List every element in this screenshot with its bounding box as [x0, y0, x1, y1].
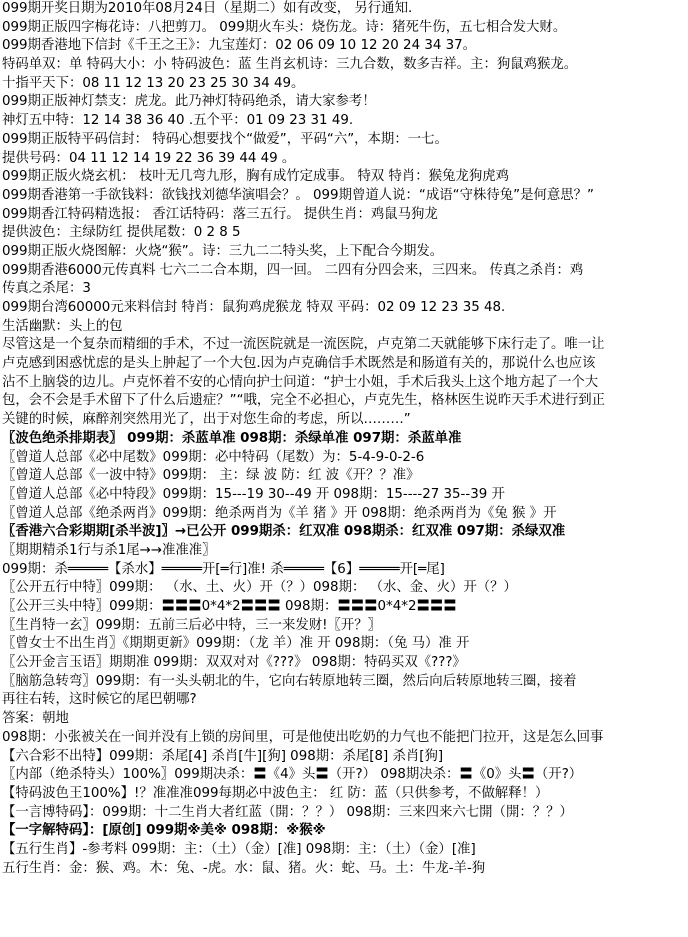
text-line: 〖生肖特一玄〗099期：五前三后必中特，三一来发财!〖开？〗 — [2, 617, 382, 633]
text-line: 十指平天下：08 11 12 13 20 23 25 30 34 49。 — [2, 75, 305, 91]
text-line: 提供波色：主绿防红 提供尾数：0 2 8 5 — [2, 225, 241, 241]
text-line: 再往右转，这时候它的尾巴朝哪? — [2, 692, 197, 708]
text-line: 尽管这是一个复杂而精细的手术，不过一流医院就是一流医院，卢克第二天就能够下床行走了。唯一让 — [2, 337, 605, 353]
text-line: 〖曾女士不出生肖〗《期期更新》099期：（龙 羊）准 开 098期：（兔 马）准 开 — [2, 636, 470, 652]
text-line: 099期正版四字梅花诗：八把剪刀。 099期火车头：烧伤龙。诗：猪死牛伤，五七相合发大财。 — [2, 19, 567, 35]
text-line: 【一字解特码】：[原创] 099期※美※ 098期：※猴※ — [2, 823, 326, 839]
text-line: 〖曾道人总部《必中特段》099期：15---19 30--49 开 098期：15----27 35--39 开 — [2, 486, 505, 502]
text-line: 特码单双：单 特码大小：小 特码波色：蓝 生肖玄机诗：三九合数，数多吉祥。主：狗鼠鸡猴龙。 — [2, 57, 578, 73]
text-line: 099期正版火烧玄机： 枝叶无几弯九形，胸有成竹定成事。 特双 特肖：猴兔龙狗虎鸡 — [2, 169, 509, 185]
text-line: 生活幽默：头上的包 — [2, 318, 123, 334]
text-line: 〖曾道人总部《绝杀两肖》099期：绝杀两肖为《羊 猪 》开 098期：绝杀两肖为《兔 猴 》开 — [2, 505, 557, 521]
text-line: 沾不上脑袋的边儿。卢克怀着不安的心情向护士问道：“护士小姐，手术后我头上这个地方起了一个大 — [2, 374, 599, 390]
text-line: 〖曾道人总部《一波中特》099期： 主：绿 波 防：红 波《开？？准》 — [2, 468, 420, 484]
text-line: 〖曾道人总部《必中尾数》099期：必中特码（尾数）为：5-4-9-0-2-6 — [2, 449, 425, 465]
text-line: 〖公开金言玉语〗期期准 099期：双双对对《???》 098期：特码买双《???》 — [2, 655, 466, 671]
text-line: 【一言博特码】：099期：十二生肖大者红蓝（開：？？） 098期：三来四来六七開（開：？？） — [2, 804, 573, 820]
text-line: 099期香港地下信封《千王之王》：九宝莲灯：02 06 09 10 12 20 24 34 37。 — [2, 38, 477, 54]
text-line: 【特码波色王100%】!？准准准099每期必中波色主： 红 防：蓝（只供参考，不做解释！） — [2, 785, 549, 801]
text-line: 〖公开三头中特〗099期：〓〓〓0*4*2〓〓〓 098期：〓〓〓0*4*2〓〓〓 — [2, 599, 457, 614]
text-line: 卢克感到困惑忧虑的是头上肿起了一个大包.因为卢克确信手术既然是和肠道有关的，那说什么也应该 — [2, 356, 596, 372]
text-line: 099期正版特平码信封： 特码心想要找个“做爱”，平码“六”，本期：一七。 — [2, 131, 448, 147]
text-line: 〖内部（绝杀特头）100%〗099期决杀：〓《4》头〓（开?） 098期决杀：〓《0》头〓（开?） — [2, 767, 583, 783]
text-line: 包，会不会是手术留下了什么后遗症？”“哦，完全不必担心，卢克先生，格林医生说昨天手术进行到正 — [2, 393, 606, 409]
text-line: 099期香江特码精选报： 香江话特码：落三五行。 提供生肖：鸡鼠马狗龙 — [2, 206, 438, 222]
text-line: 五行生肖：金：猴、鸡。木：兔、-虎。水：鼠、猪。火：蛇、马。土：牛龙-羊-狗 — [2, 860, 486, 876]
text-line: 提供号码：04 11 12 14 19 22 36 39 44 49 。 — [2, 150, 296, 166]
text-line: 099期正版神灯禁支：虎龙。此乃神灯特码绝杀，请大家参考！ — [2, 94, 376, 110]
text-line: 关键的时候，麻醉剂突然用光了，出于对您生命的考虑，所以………” — [2, 412, 411, 428]
text-line: 〖脑筋急转弯〗099期：有一头头朝北的牛，它向右转原地转三圈，然后向后转原地转三圈，接着 — [2, 673, 577, 689]
text-line: 099期香港6000元传真料 七六二二合本期，四一回。 二四有分四会来，三四来。 传真之杀肖：鸡 — [2, 262, 584, 278]
text-line: 传真之杀尾：3 — [2, 281, 91, 297]
text-line: 答案：朝地 — [2, 711, 69, 727]
text-line: 〖波色绝杀排期表〗 099期：杀蓝单准 098期：杀绿单准 097期：杀蓝单准 — [2, 430, 462, 446]
text-line: 【五行生肖】-参考料 099期：主：（土）（金）[准] 098期：主：（土）（金）[准] — [2, 841, 476, 857]
text-line: 〖公开五行中特〗099期： （水、土、火）开（？）098期： （水、金、火）开（？） — [2, 580, 517, 596]
text-line: 099期台湾60000元来料信封 特肖：鼠狗鸡虎猴龙 特双 平码：02 09 12 23 35 48. — [2, 300, 506, 315]
text-line: 099期正版火烧图解：火烧“猴”。诗：三九二二特头奖，上下配合今期发。 — [2, 243, 444, 259]
text-line: 099期开奖日期为2010年08月24日（星期二）如有改变， 另行通知. — [2, 1, 413, 16]
text-line: 098期：小张被关在一间并没有上锁的房间里，可是他使出吃奶的力气也不能把门拉开，这是怎么回事 — [2, 729, 604, 745]
text-line: 〖期期精杀1行与杀1尾→→准准准〗 — [2, 542, 216, 558]
text-line: 神灯五中特：12 14 38 36 40 .五个平：01 09 23 31 49. — [2, 113, 354, 129]
text-line: 【六合彩不出特】099期：杀尾[4] 杀肖[牛][狗] 098期：杀尾[8] 杀肖[狗] — [2, 748, 444, 764]
text-line: 099期香港第一手欲钱料：欲钱找刘德华演唱会？。 099期曾道人说：“成语“守株待兔”是何意思？” — [2, 187, 594, 203]
text-line: 〖香港六合彩期期[杀半波]〗→已公开 099期杀：红双准 098期杀：红双准 097期：杀绿双准 — [2, 524, 566, 540]
text-line: 099期：杀═════【杀水】═════开[═行]准! 杀═════【6】═════开[═尾] — [2, 561, 445, 577]
